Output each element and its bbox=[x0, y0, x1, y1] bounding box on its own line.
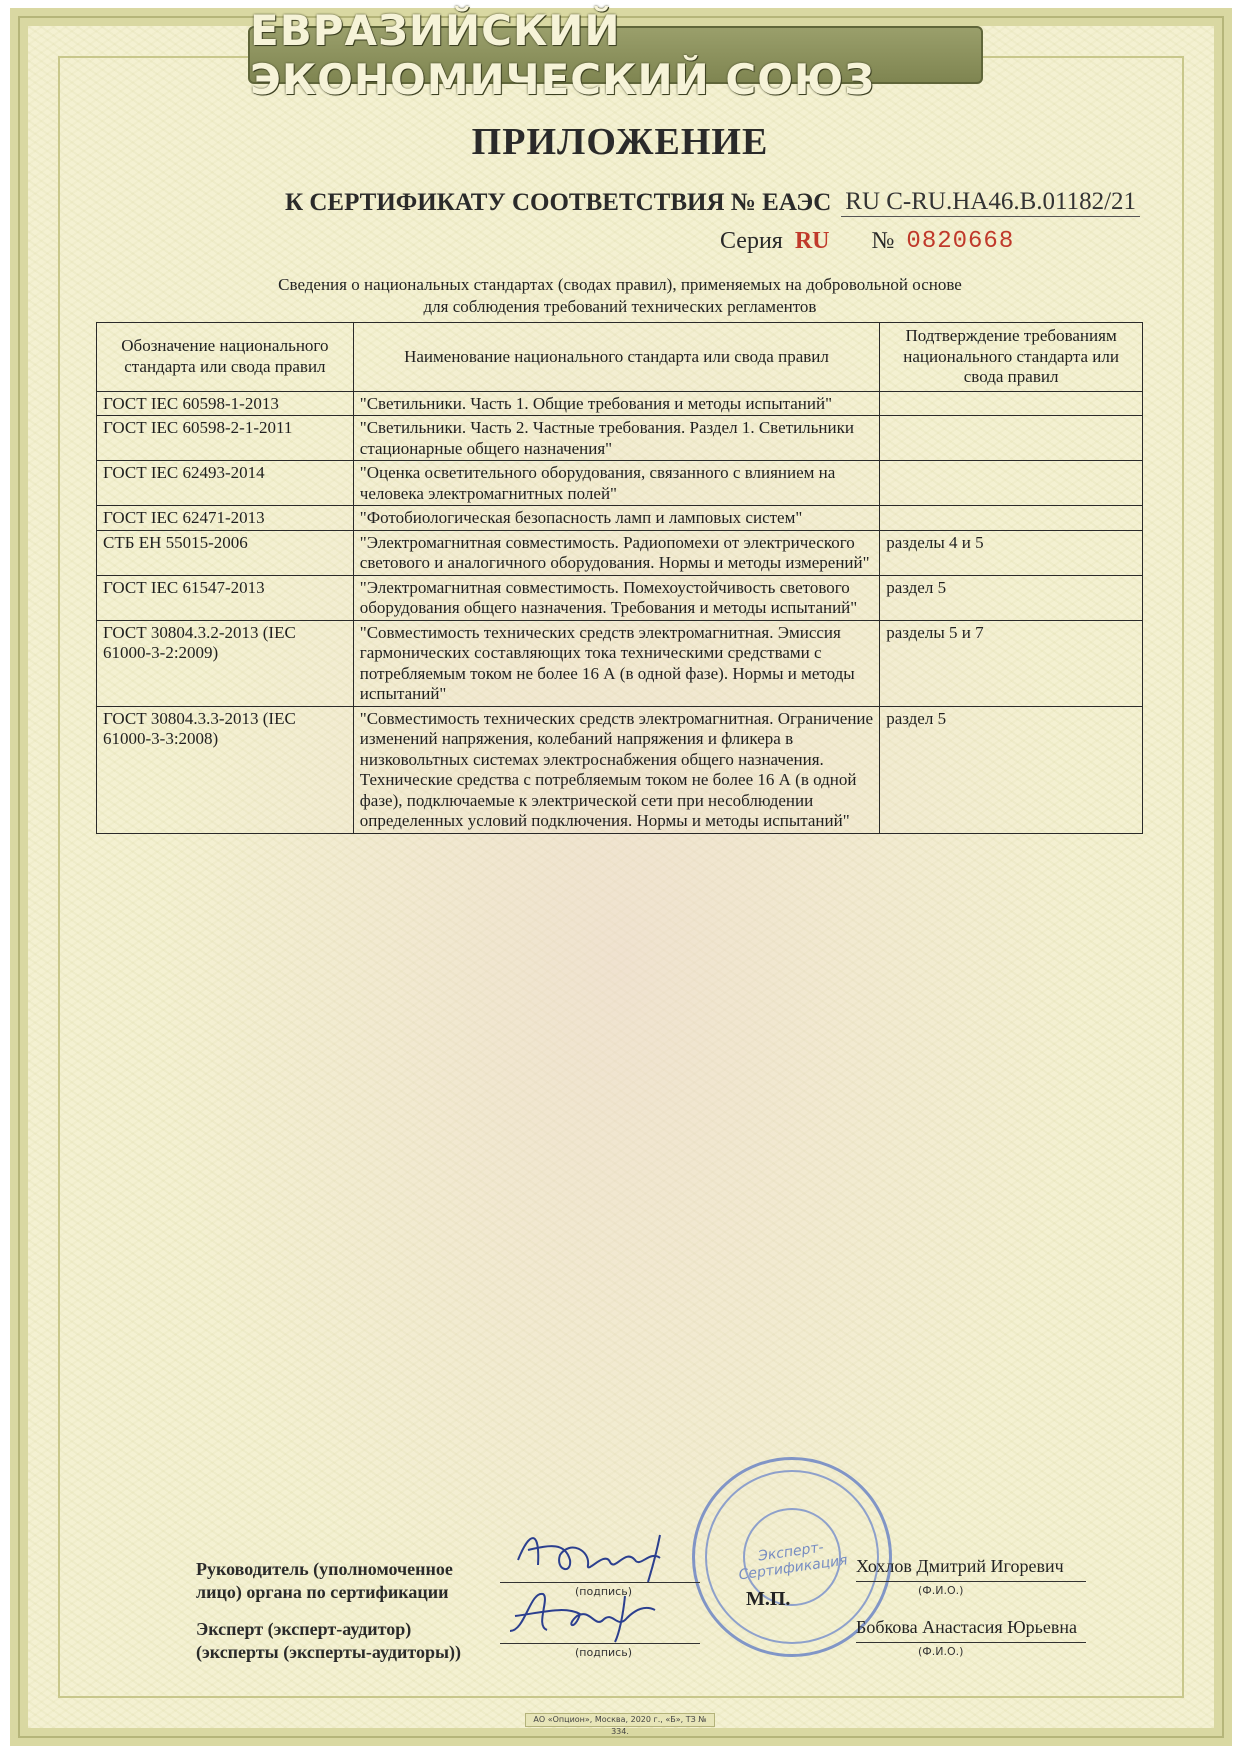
table-row bbox=[97, 391, 1143, 416]
expert-signatory-label bbox=[196, 1618, 461, 1664]
cell-name: "Светильники. Часть 2. Частные требования. Раздел 1. Светильники стационарные общего назначения" bbox=[353, 416, 879, 461]
table-row bbox=[97, 461, 1143, 506]
expert-label-line-1: Эксперт (эксперт-аудитор) bbox=[196, 1619, 412, 1639]
number-label: № bbox=[871, 228, 895, 254]
expert-name: Бобкова Анастасия Юрьевна bbox=[856, 1617, 1077, 1637]
banner-text: ЕВРАЗИЙСКИЙ ЭКОНОМИЧЕСКИЙ СОЮЗ bbox=[250, 6, 876, 104]
intro-line-1: Сведения о национальных стандартах (сводах правил), применяемых на добровольной основе bbox=[278, 275, 962, 294]
series-row bbox=[720, 223, 1014, 255]
head-label-line-2: лицо) органа по сертификации bbox=[196, 1582, 449, 1602]
cell-name: "Светильники. Часть 1. Общие требования и методы испытаний" bbox=[353, 391, 879, 416]
table-row bbox=[97, 416, 1143, 461]
table-header-row bbox=[97, 323, 1143, 392]
column-header-confirmation: Подтверждение требованиям национального стандарта или свода правил bbox=[880, 323, 1143, 392]
series-label: Серия bbox=[720, 228, 783, 254]
column-header-code: Обозначение национального стандарта или свода правил bbox=[97, 323, 354, 392]
cell-code: ГОСТ 30804.3.2-2013 (IEC 61000-3-2:2009) bbox=[97, 620, 354, 706]
seal-place-mark: М.П. bbox=[746, 1588, 791, 1610]
head-fio-caption: (Ф.И.О.) bbox=[918, 1584, 964, 1597]
table-row bbox=[97, 620, 1143, 706]
head-label-line-1: Руководитель (уполномоченное bbox=[196, 1559, 453, 1579]
cell-confirmation: разделы 4 и 5 bbox=[880, 530, 1143, 575]
page-title: ПРИЛОЖЕНИЕ bbox=[471, 121, 769, 163]
head-signature-caption: (подпись) bbox=[575, 1585, 632, 1598]
cell-code: ГОСТ IEC 61547-2013 bbox=[97, 575, 354, 620]
number-value: 0820668 bbox=[906, 228, 1015, 255]
column-header-name: Наименование национального стандарта или свода правил bbox=[353, 323, 879, 392]
cell-confirmation bbox=[880, 391, 1143, 416]
cell-confirmation: раздел 5 bbox=[880, 706, 1143, 833]
table-row bbox=[97, 506, 1143, 531]
certificate-number: RU C-RU.HA46.B.01182/21 bbox=[841, 188, 1140, 217]
head-name-line bbox=[856, 1581, 1086, 1582]
head-signatory-label bbox=[196, 1558, 453, 1604]
series-value: RU bbox=[794, 228, 830, 254]
table-row bbox=[97, 530, 1143, 575]
cell-code: ГОСТ IEC 60598-2-1-2011 bbox=[97, 416, 354, 461]
cell-code: ГОСТ IEC 62471-2013 bbox=[97, 506, 354, 531]
cell-code: ГОСТ IEC 60598-1-2013 bbox=[97, 391, 354, 416]
expert-signature bbox=[505, 1586, 675, 1646]
cell-confirmation bbox=[880, 461, 1143, 506]
cell-name: "Фотобиологическая безопасность ламп и ламповых систем" bbox=[353, 506, 879, 531]
table-row bbox=[97, 706, 1143, 833]
expert-fio-caption: (Ф.И.О.) bbox=[918, 1645, 964, 1658]
eaeu-banner bbox=[248, 6, 983, 104]
head-name: Хохлов Дмитрий Игоревич bbox=[856, 1556, 1064, 1576]
expert-label-line-2: (эксперты (эксперты-аудиторы)) bbox=[196, 1642, 462, 1662]
certificate-subtitle-row bbox=[285, 183, 1155, 217]
cell-confirmation: раздел 5 bbox=[880, 575, 1143, 620]
cell-name: "Оценка осветительного оборудования, связанного с влиянием на человека электромагнитных полей" bbox=[353, 461, 879, 506]
printer-imprint: АО «Опцион», Москва, 2020 г., «Б», ТЗ № 334. bbox=[525, 1713, 715, 1727]
cell-code: ГОСТ 30804.3.3-2013 (IEC 61000-3-3:2008) bbox=[97, 706, 354, 833]
certificate-sheet bbox=[10, 8, 1232, 1746]
cell-name: "Совместимость технических средств электромагнитная. Эмиссия гармонических составляющих тока техническими средствами с потребляемым током не более 16 А (в одной фазе). Нормы и методы испытаний" bbox=[353, 620, 879, 706]
cell-confirmation bbox=[880, 506, 1143, 531]
cell-name: "Совместимость технических средств электромагнитная. Ограничение изменений напряжения, колебаний напряжения и фликера в низковольтных системах электроснабжения общего назначения. Технические средства с потребляемым током не более 16 А (в одной фазе), подключаемые к электрической сети при несоблюдении определенных условий подключения. Нормы и методы испытаний" bbox=[353, 706, 879, 833]
standards-table bbox=[96, 322, 1143, 834]
seal-text: Эксперт-Сертификация bbox=[737, 1539, 849, 1584]
expert-signature-caption: (подпись) bbox=[575, 1646, 632, 1659]
intro-line-2: для соблюдения требований технических регламентов bbox=[423, 297, 817, 316]
certificate-subtitle: К СЕРТИФИКАТУ СООТВЕТСТВИЯ № ЕАЭС bbox=[285, 189, 832, 216]
cell-confirmation bbox=[880, 416, 1143, 461]
cell-name: "Электромагнитная совместимость. Радиопомехи от электрического светового и аналогичного оборудования. Нормы и методы измерений" bbox=[353, 530, 879, 575]
intro-text bbox=[100, 274, 1140, 318]
cell-confirmation: разделы 5 и 7 bbox=[880, 620, 1143, 706]
cell-code: ГОСТ IEC 62493-2014 bbox=[97, 461, 354, 506]
cell-code: СТБ ЕН 55015-2006 bbox=[97, 530, 354, 575]
table-row bbox=[97, 575, 1143, 620]
head-signature bbox=[510, 1520, 690, 1590]
expert-name-line bbox=[856, 1642, 1086, 1643]
cell-name: "Электромагнитная совместимость. Помехоустойчивость светового оборудования общего назначения. Требования и методы испытаний" bbox=[353, 575, 879, 620]
